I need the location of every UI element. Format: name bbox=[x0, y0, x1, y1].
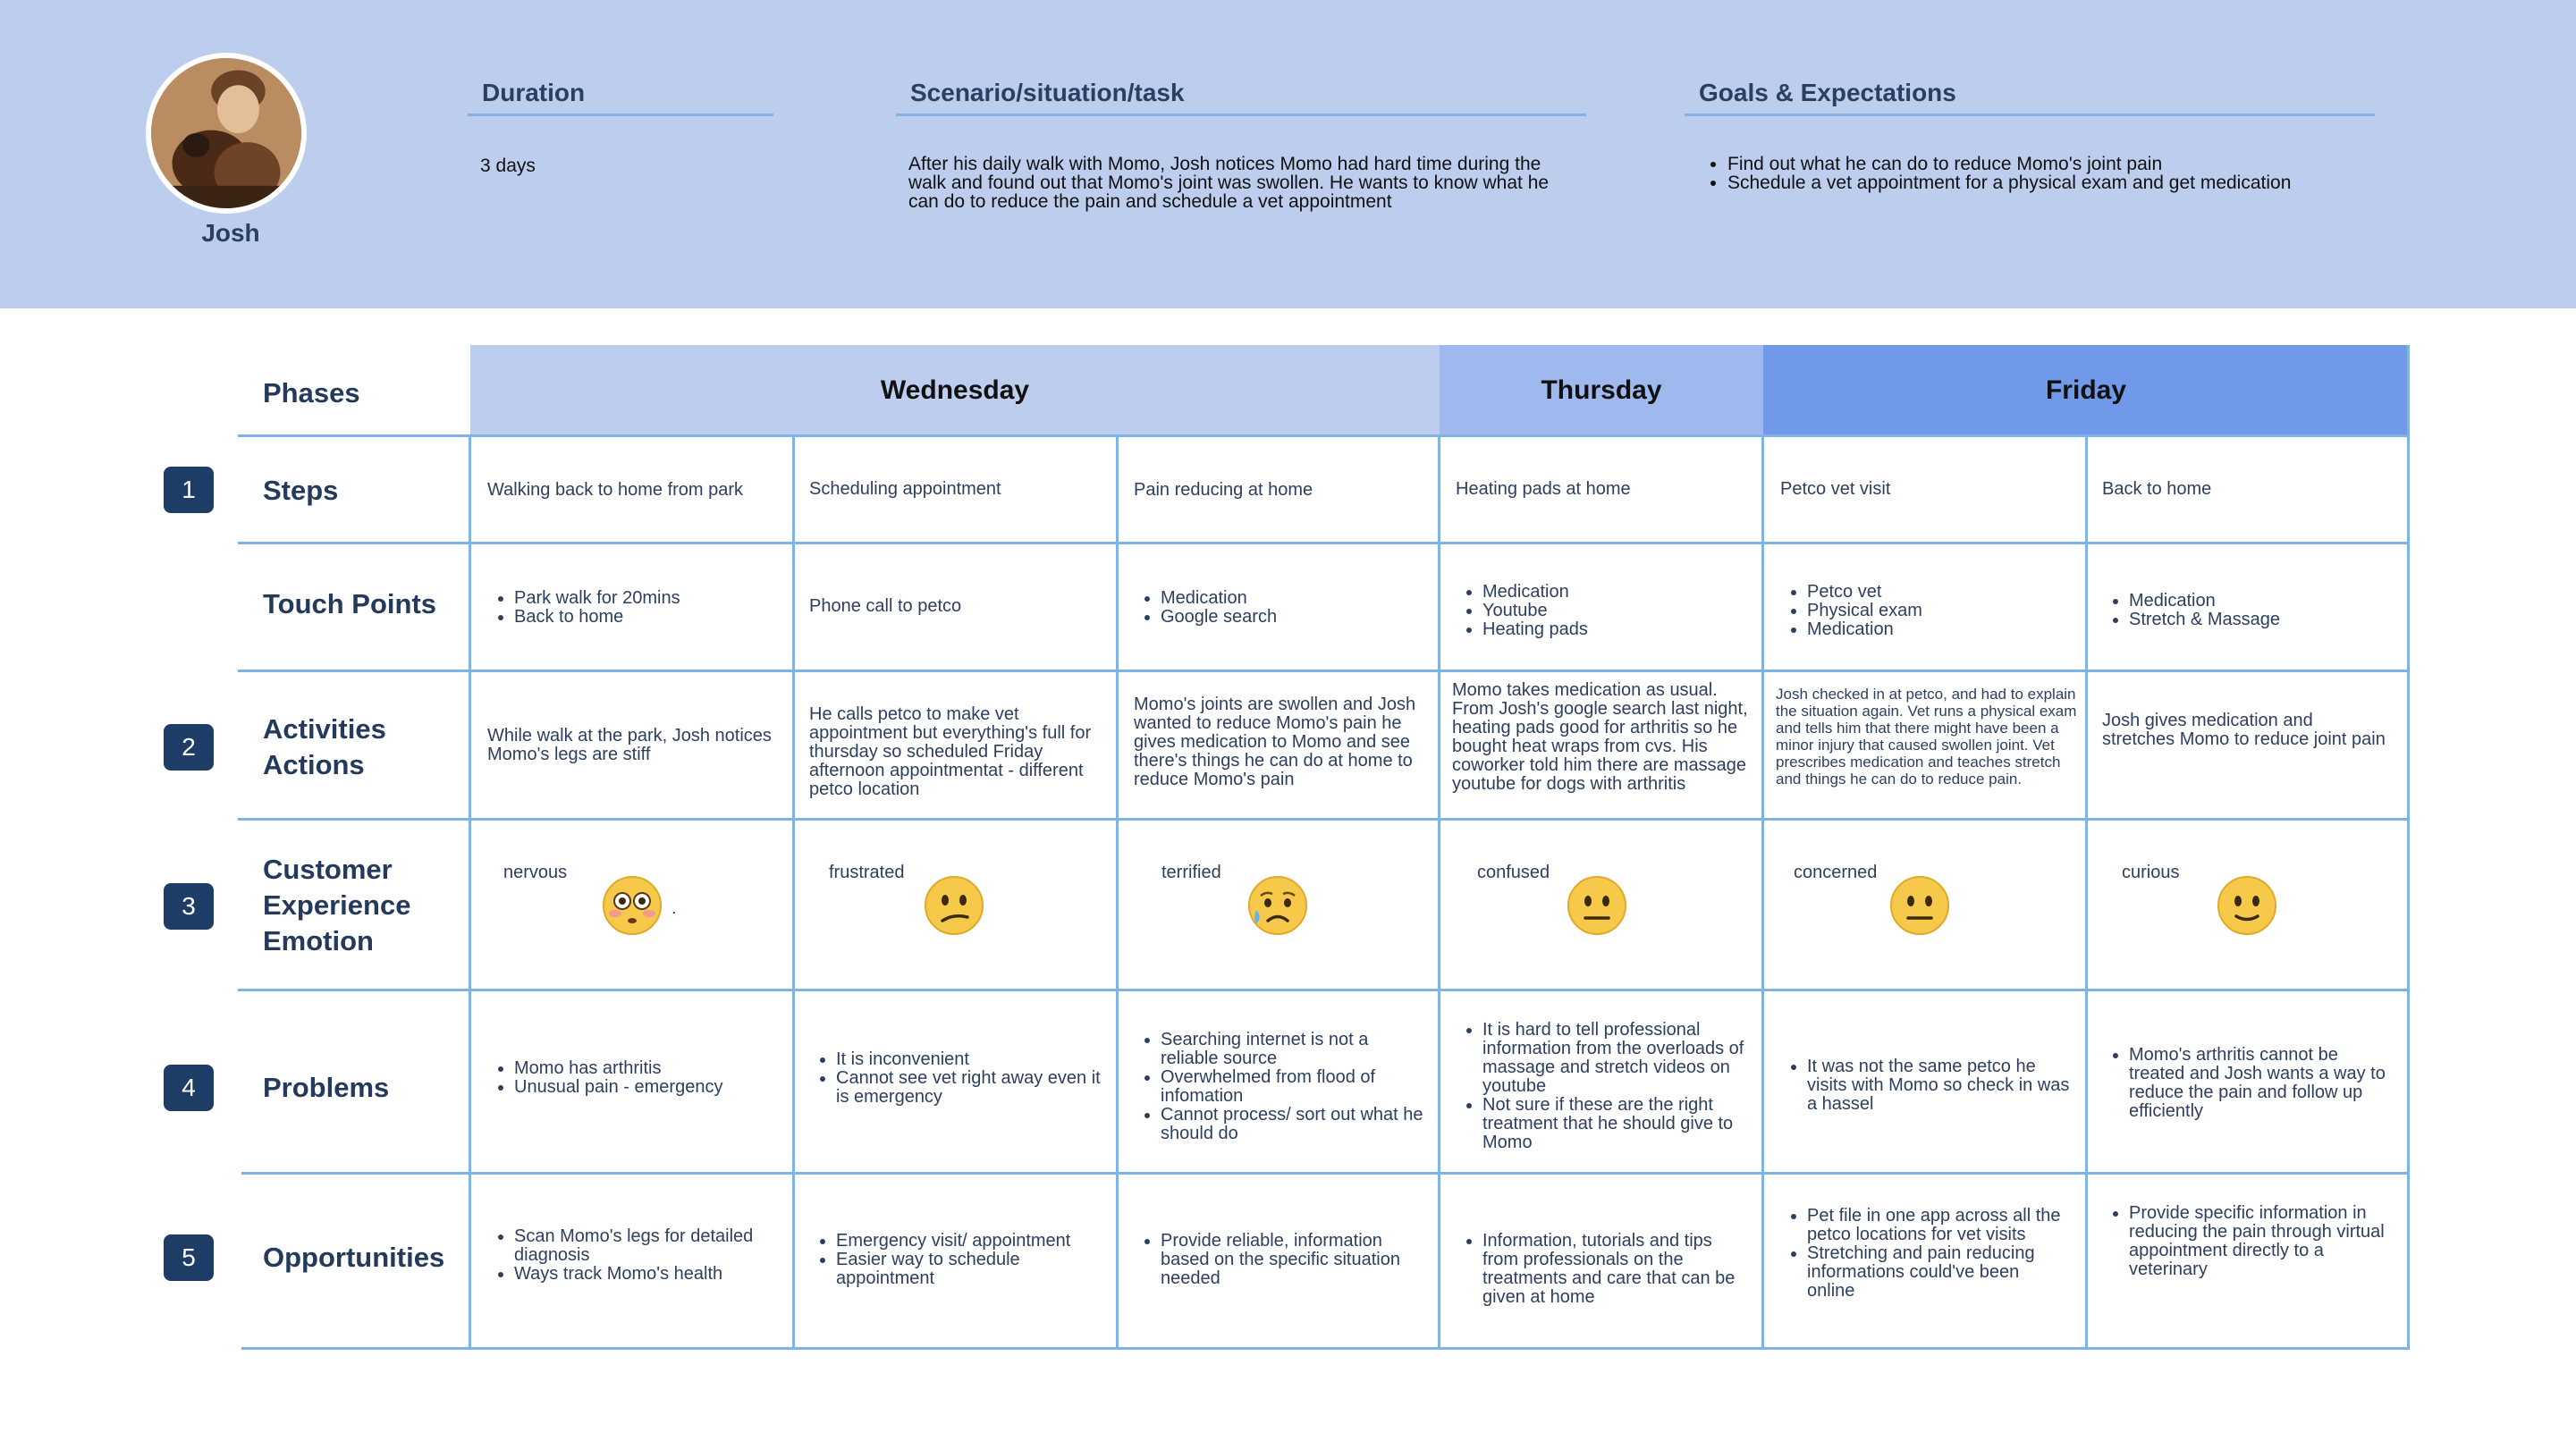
activity-cell: Momo's joints are swollen and Josh wanted to reduce Momo's pain he gives medication to Momo and see there's things he can do at home to reduce Momo's pain bbox=[1134, 695, 1416, 789]
emotion-suffix: . bbox=[671, 898, 677, 918]
touchpoint-cell bbox=[2102, 592, 2388, 629]
row-badge-emotion: 3 bbox=[164, 883, 214, 930]
step-cell: Pain reducing at home bbox=[1134, 480, 1313, 500]
problem-cell bbox=[809, 1050, 1104, 1107]
problem-item: • Cannot process/ sort out what he should do bbox=[1161, 1106, 1429, 1143]
problem-item: • It is hard to tell professional information from the overloads of massage and stretch videos on youtube bbox=[1482, 1021, 1753, 1096]
opportunity-cell bbox=[1456, 1232, 1753, 1307]
row-label-problems: Problems bbox=[263, 1072, 390, 1103]
touchpoint-item: • Medication bbox=[2129, 592, 2388, 611]
touchpoint-cell bbox=[1134, 589, 1420, 627]
grid-line bbox=[238, 542, 2409, 544]
duration-value: 3 days bbox=[480, 156, 536, 176]
neutral-face-icon bbox=[1888, 874, 1951, 937]
emotion-label: terrified bbox=[1161, 863, 1221, 882]
grid-line bbox=[1438, 434, 1440, 1350]
persona-name: Josh bbox=[201, 219, 260, 247]
grid-line bbox=[792, 434, 795, 1350]
goals-title: Goals & Expectations bbox=[1699, 79, 1956, 106]
grid-line bbox=[469, 434, 471, 1350]
row-label-line: Emotion bbox=[263, 925, 374, 956]
problem-item: • Momo has arthritis bbox=[514, 1059, 782, 1078]
phases-label: Phases bbox=[263, 377, 360, 409]
opportunity-item: • Easier way to schedule appointment bbox=[836, 1251, 1104, 1288]
grid-line bbox=[238, 818, 2409, 821]
grid-line bbox=[238, 434, 2409, 437]
goals-underline bbox=[1685, 114, 2375, 116]
activity-cell: He calls petco to make vet appointment but everything's full for thursday so scheduled Friday afternoon appointmentat - different petco location bbox=[809, 704, 1092, 799]
touchpoint-cell bbox=[1780, 583, 2066, 639]
problem-cell bbox=[1780, 1057, 2071, 1114]
touchpoint-item: • Heating pads bbox=[1482, 620, 1742, 639]
goal-item: • Find out what he can do to reduce Momo's joint pain bbox=[1727, 155, 2386, 173]
opportunity-item: • Scan Momo's legs for detailed diagnosis bbox=[514, 1227, 782, 1265]
activity-cell: Josh checked in at petco, and had to explain the situation again. Vet runs a physical exam and tells him that there might have been a minor injury that caused swollen joint. Vet prescribes medication and teaches stretch and things he can do to reduce pain. bbox=[1776, 686, 2077, 788]
opportunity-cell bbox=[809, 1232, 1104, 1288]
grid-line bbox=[1761, 434, 1764, 1350]
row-label-line: Activities bbox=[263, 713, 386, 745]
touchpoint-item: • Medication bbox=[1807, 620, 2066, 639]
phase-thursday: Thursday bbox=[1440, 345, 1763, 435]
touchpoint-item: • Stretch & Massage bbox=[2129, 611, 2388, 629]
opportunity-cell bbox=[1780, 1207, 2071, 1301]
slight-smile-face-icon bbox=[2216, 874, 2278, 937]
grid-line bbox=[241, 1172, 2409, 1175]
activity-cell: Josh gives medication and stretches Momo to reduce joint pain bbox=[2102, 711, 2386, 749]
row-badge-problems: 4 bbox=[164, 1065, 214, 1111]
row-label-line: Experience bbox=[263, 889, 411, 921]
problem-item: • Overwhelmed from flood of infomation bbox=[1161, 1068, 1429, 1106]
touchpoint-item: • Back to home bbox=[514, 608, 773, 627]
confused-face-icon bbox=[923, 874, 985, 937]
row-badge-opportunities: 5 bbox=[164, 1234, 214, 1281]
step-cell: Back to home bbox=[2102, 479, 2212, 499]
row-badge-steps: 1 bbox=[164, 467, 214, 513]
opportunity-cell bbox=[487, 1227, 782, 1284]
opportunity-item: • Pet file in one app across all the petco locations for vet visits bbox=[1807, 1207, 2071, 1244]
row-label-touch-points: Touch Points bbox=[263, 588, 437, 619]
phase-friday: Friday bbox=[1763, 345, 2409, 435]
touchpoint-cell: Phone call to petco bbox=[809, 596, 962, 616]
grid-line bbox=[241, 1347, 2409, 1350]
activity-cell: While walk at the park, Josh notices Momo's legs are stiff bbox=[487, 726, 772, 764]
opportunity-item: • Provide specific information in reducing the pain through virtual appointment directly to a veterinary bbox=[2129, 1204, 2393, 1279]
problem-item: • It was not the same petco he visits with Momo so check in was a hassel bbox=[1807, 1057, 2071, 1114]
step-cell: Scheduling appointment bbox=[809, 479, 1001, 499]
emotion-label: concerned bbox=[1794, 863, 1878, 882]
neutral-face-icon bbox=[1566, 874, 1628, 937]
touchpoint-item: • Petco vet bbox=[1807, 583, 2066, 602]
row-label-activities bbox=[263, 712, 386, 783]
opportunity-cell bbox=[2102, 1204, 2393, 1279]
persona-photo bbox=[151, 58, 301, 208]
opportunity-item: • Emergency visit/ appointment bbox=[836, 1232, 1104, 1251]
touchpoint-cell bbox=[1456, 583, 1742, 639]
opportunity-item: • Information, tutorials and tips from professionals on the treatments and care that can be given at home bbox=[1482, 1232, 1753, 1307]
step-cell: Heating pads at home bbox=[1456, 479, 1631, 499]
opportunity-item: • Provide reliable, information based on the specific situation needed bbox=[1161, 1232, 1429, 1288]
duration-title: Duration bbox=[482, 79, 586, 106]
step-cell: Petco vet visit bbox=[1780, 479, 1891, 499]
scenario-title: Scenario/situation/task bbox=[910, 79, 1185, 106]
row-label-opportunities: Opportunities bbox=[263, 1242, 445, 1273]
emotion-label: nervous bbox=[503, 863, 568, 882]
opportunity-item: • Stretching and pain reducing informations could've been online bbox=[1807, 1244, 2071, 1301]
row-label-line: Customer bbox=[263, 854, 393, 885]
problem-item: • Searching internet is not a reliable source bbox=[1161, 1031, 1429, 1068]
phase-wednesday: Wednesday bbox=[470, 345, 1440, 435]
persona-header bbox=[0, 0, 2576, 308]
problem-item: • Momo's arthritis cannot be treated and Josh wants a way to reduce the pain and follow up efficiently bbox=[2129, 1046, 2393, 1121]
problem-cell bbox=[487, 1059, 782, 1097]
touchpoint-item: • Medication bbox=[1482, 583, 1742, 602]
grid-line bbox=[2085, 434, 2088, 1350]
row-label-steps: Steps bbox=[263, 475, 339, 506]
row-badge-activities: 2 bbox=[164, 724, 214, 771]
grid-line bbox=[1116, 434, 1119, 1350]
emotion-label: frustrated bbox=[829, 863, 905, 882]
problem-item: • Not sure if these are the right treatment that he should give to Momo bbox=[1482, 1096, 1753, 1152]
step-cell: Walking back to home from park bbox=[487, 480, 744, 500]
touchpoint-item: • Youtube bbox=[1482, 602, 1742, 620]
touchpoint-cell bbox=[487, 589, 773, 627]
problem-item: • Unusual pain - emergency bbox=[514, 1078, 782, 1097]
duration-underline bbox=[468, 114, 773, 116]
problem-cell bbox=[1134, 1031, 1429, 1143]
row-label-line: Actions bbox=[263, 749, 365, 780]
touchpoint-item: • Medication bbox=[1161, 589, 1420, 608]
goals-list bbox=[1706, 155, 2386, 192]
problem-item: • Cannot see vet right away even it is emergency bbox=[836, 1069, 1104, 1107]
flushed-face-icon bbox=[601, 874, 663, 937]
scenario-underline bbox=[896, 114, 1586, 116]
touchpoint-item: • Google search bbox=[1161, 608, 1420, 627]
grid-line bbox=[238, 989, 2409, 991]
row-label-emotion bbox=[263, 852, 410, 959]
touchpoint-item: • Physical exam bbox=[1807, 602, 2066, 620]
scenario-text: After his daily walk with Momo, Josh notices Momo had hard time during the walk and found out that Momo's joint was swollen. He wants to know what he can do to reduce the pain and schedule a vet appointment bbox=[908, 154, 1550, 212]
goal-item: • Schedule a vet appointment for a physical exam and get medication bbox=[1727, 173, 2386, 192]
problem-cell bbox=[1456, 1021, 1753, 1152]
emotion-label: curious bbox=[2122, 863, 2180, 882]
opportunity-cell bbox=[1134, 1232, 1429, 1288]
touchpoint-item: • Park walk for 20mins bbox=[514, 589, 773, 608]
problem-cell bbox=[2102, 1046, 2393, 1121]
activity-cell: Momo takes medication as usual. From Josh's google search last night, heating pads good for arthritis so he bought heat wraps from cvs. His coworker told him there are massage youtube for dogs with arthritis bbox=[1452, 680, 1748, 794]
persona-avatar bbox=[146, 53, 307, 214]
emotion-label: confused bbox=[1477, 863, 1550, 882]
grid-line bbox=[2407, 345, 2410, 1350]
problem-item: • It is inconvenient bbox=[836, 1050, 1104, 1069]
grid-line bbox=[238, 670, 2409, 672]
sad-sweat-face-icon bbox=[1246, 874, 1309, 937]
opportunity-item: • Ways track Momo's health bbox=[514, 1265, 782, 1284]
